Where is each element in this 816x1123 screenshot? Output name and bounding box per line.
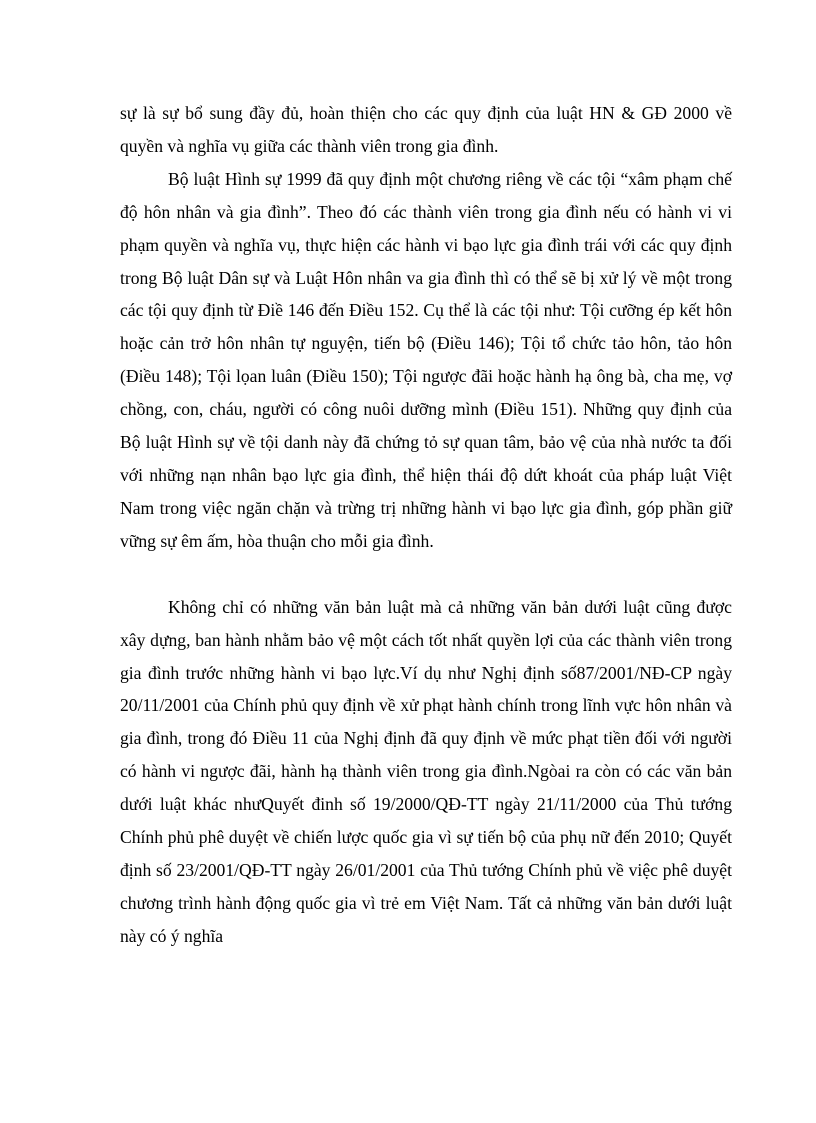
paragraph-continuation: sự là sự bổ sung đầy đủ, hoàn thiện cho các quy định của luật HN & GĐ 2000 về quyền và nghĩa vụ giữa các thành viên trong gia đình.: [120, 103, 732, 156]
paragraph-spacer: [120, 558, 732, 591]
paragraph-sub-law-documents: Không chỉ có những văn bản luật mà cả những văn bản dưới luật cũng được xây dựng, ban hành nhằm bảo vệ một cách tốt nhất quyền lợi của các thành viên trong gia đình trước những hành vi bạo lực.Ví dụ như Nghị định số87/2001/NĐ-CP ngày 20/11/2001 của Chính phủ quy định về xử phạt hành chính trong lĩnh vực hôn nhân và gia đình, trong đó Điều 11 của Nghị định đã quy định về mức phạt tiền đối với người có hành vi ngược đãi, hành hạ thành viên trong gia đình.Ngòai ra còn có các văn bản dưới luật khác nhưQuyết đinh số 19/2000/QĐ-TT ngày 21/11/2000 của Thủ tướng Chính phủ phê duyệt về chiến lược quốc gia vì sự tiến bộ của phụ nữ đến 2010; Quyết định số 23/2001/QĐ-TT ngày 26/01/2001 của Thủ tướng Chính phủ về việc phê duyệt chương trình hành động quốc gia vì trẻ em Việt Nam. Tất cả những văn bản dưới luật này có ý nghĩa: [120, 596, 732, 946]
paragraph-criminal-code: Bộ luật Hình sự 1999 đã quy định một chương riêng về các tội “xâm phạm chế độ hôn nhân và gia đình”. Theo đó các thành viên trong gia đình nếu có hành vi vi phạm quyền và nghĩa vụ, thực hiện các hành vi bạo lực gia đình trái với các quy định trong Bộ luật Dân sự và Luật Hôn nhân va gia đình thì có thể sẽ bị xử lý về một trong các tội quy định từ Điề 146 đến Điều 152. Cụ thể là các tội như: Tội cưỡng ép kết hôn hoặc cản trở hôn nhân tự nguyện, tiến bộ (Điều 146); Tội tổ chức tảo hôn, tảo hôn (Điều 148); Tội lọan luân (Điều 150); Tội ngược đãi hoặc hành hạ ông bà, cha mẹ, vợ chồng, con, cháu, người có công nuôi dưỡng mình (Điều 151). Những quy định của Bộ luật Hình sự về tội danh này đã chứng tỏ sự quan tâm, bảo vệ của nhà nước ta đối với những nạn nhân bạo lực gia đình, thể hiện thái độ dứt khoát của pháp luật Việt Nam trong việc ngăn chặn và trừng trị những hành vi bạo lực gia đình, góp phần giữ vững sự êm ấm, hòa thuận cho mỗi gia đình.: [120, 168, 732, 551]
document-body: [120, 97, 732, 953]
